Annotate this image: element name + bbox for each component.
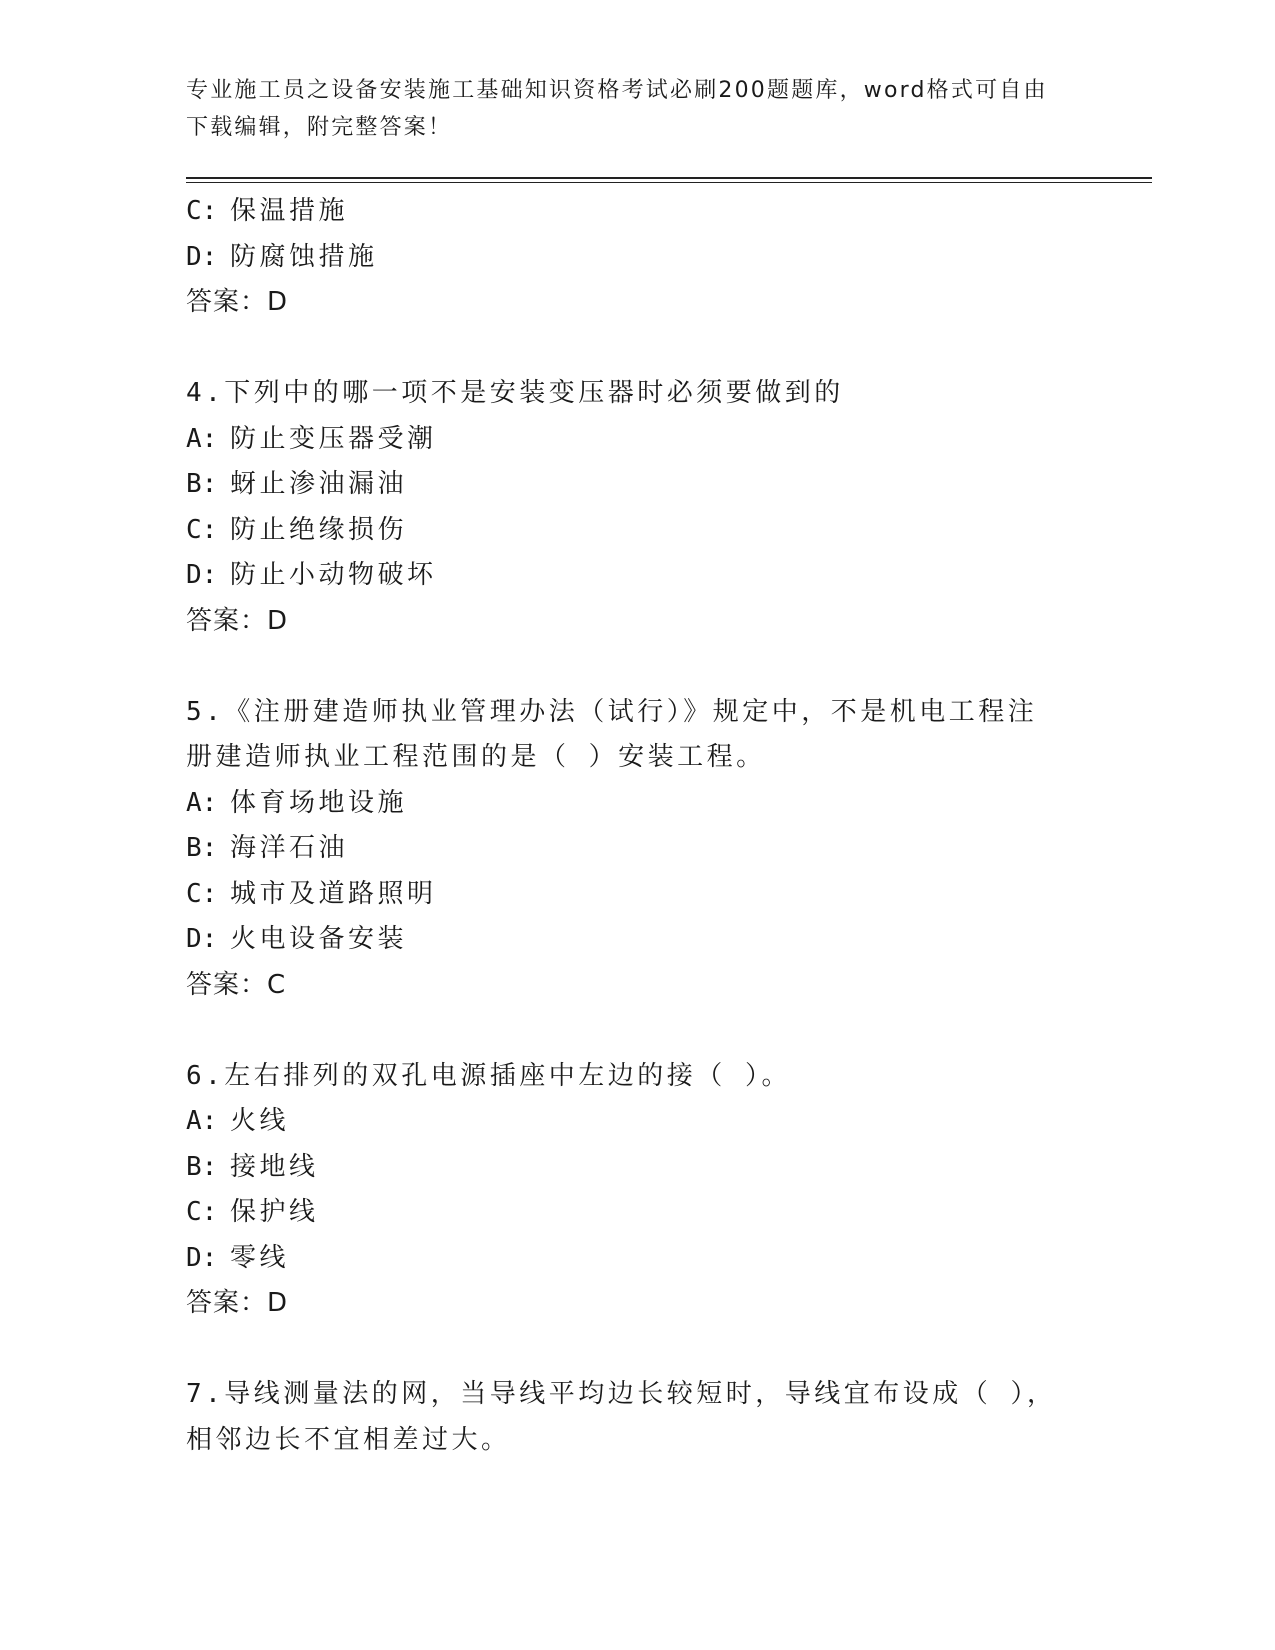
spacer [186, 326, 1086, 372]
option-d [186, 235, 1086, 281]
option-key: A: [186, 787, 218, 818]
document-header: 专业施工员之设备安装施工基础知识资格考试必刷200题题库，word格式可自由下载编辑，附完整答案！ [186, 78, 1048, 140]
option-b [186, 462, 1086, 508]
question-text: 7.导线测量法的网，当导线平均边长较短时，导线宜布设成（ ），相邻边长不宜相差过大。 [186, 1379, 1057, 1455]
option-d [186, 553, 1086, 599]
option-c [186, 508, 1086, 554]
question-text: 4.下列中的哪一项不是安装变压器时必须要做到的 [186, 378, 844, 408]
option-text: 体育场地设施 [230, 787, 408, 818]
option-c [186, 189, 1086, 235]
option-a [186, 1099, 1086, 1145]
question-text: 5.《注册建造师执业管理办法（试行）》规定中，不是机电工程注册建造师执业工程范围的是（ ）安装工程。 [186, 696, 1038, 772]
question-7 [186, 1372, 1086, 1463]
option-text: 保温措施 [230, 196, 349, 226]
option-key: B: [186, 1151, 218, 1182]
answer-line: 答案：D [186, 1288, 289, 1318]
question-3-continued [186, 189, 1086, 326]
option-key: C: [186, 1197, 218, 1227]
document-body [186, 189, 1086, 1463]
option-key: C: [186, 196, 218, 226]
option-text: 火电设备安装 [230, 924, 408, 954]
option-text: 防止变压器受潮 [230, 423, 437, 454]
option-text: 蚜止渗油漏油 [230, 469, 408, 499]
answer-line: 答案：D [186, 287, 289, 317]
answer-line: 答案：C [186, 969, 287, 1000]
question-5 [186, 690, 1086, 1009]
header-divider-thin [186, 182, 1152, 183]
option-text: 海洋石油 [230, 833, 349, 863]
spacer [186, 1008, 1086, 1054]
option-key: B: [186, 833, 218, 863]
option-key: D: [186, 241, 218, 272]
answer-line: 答案：D [186, 605, 289, 636]
option-key: D: [186, 560, 218, 590]
option-a [186, 417, 1086, 463]
option-c [186, 872, 1086, 918]
option-key: C: [186, 878, 218, 909]
question-4 [186, 371, 1086, 644]
option-text: 防腐蚀措施 [230, 241, 378, 272]
option-text: 火线 [230, 1106, 290, 1136]
option-d [186, 1236, 1086, 1282]
option-b [186, 1145, 1086, 1191]
question-6 [186, 1054, 1086, 1327]
option-key: C: [186, 514, 218, 545]
header-divider-thick [186, 177, 1152, 179]
option-key: A: [186, 423, 218, 454]
option-key: B: [186, 469, 218, 499]
option-text: 零线 [230, 1242, 290, 1273]
option-key: A: [186, 1106, 218, 1136]
option-key: D: [186, 1242, 218, 1273]
option-text: 城市及道路照明 [230, 878, 437, 909]
option-text: 接地线 [230, 1151, 319, 1182]
option-b [186, 826, 1086, 872]
option-c [186, 1190, 1086, 1236]
spacer [186, 1327, 1086, 1373]
question-text: 6.左右排列的双孔电源插座中左边的接（ ）。 [186, 1060, 791, 1091]
option-text: 保护线 [230, 1197, 319, 1227]
option-text: 防止绝缘损伤 [230, 514, 408, 545]
option-text: 防止小动物破坏 [230, 560, 437, 590]
option-a [186, 781, 1086, 827]
option-d [186, 917, 1086, 963]
spacer [186, 644, 1086, 690]
option-key: D: [186, 924, 218, 954]
